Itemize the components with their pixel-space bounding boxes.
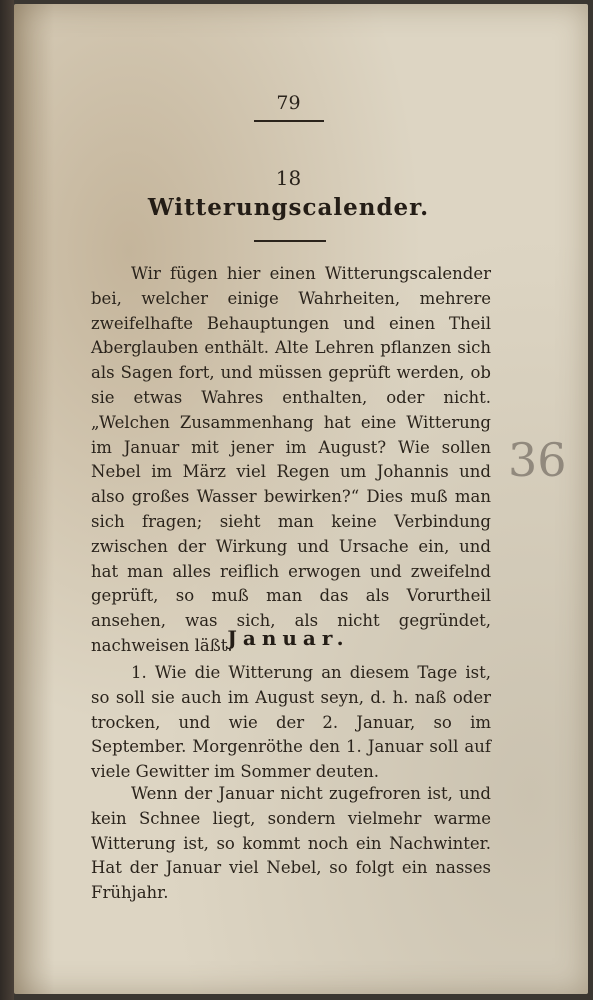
book-page <box>14 4 588 994</box>
chapter-title: Witterungscalender. <box>147 194 430 221</box>
title-rule <box>254 240 326 242</box>
intro-paragraph: Wir fügen hier einen Witterungscalender bei, welcher einige Wahrheiten, mehrere zweifelhafte Behauptungen und einen Theil Aberglauben enthält. Alte Lehren pflanzen sich als Sagen fort, und müssen geprüft werden, ob sie etwas Wahres enthalten, oder nicht. „Welchen Zusammenhang hat eine Witterung im Januar mit jener im August? Wie sollen Nebel im März viel Regen um Johannis und also großes Wasser bewirken?“ Dies muß man sich fragen; sieht man keine Verbindung zwischen der Wirkung und Ursache ein, und hat man alles reiflich erwogen und zweifelnd geprüft, so muß man das als Vorurtheil ansehen, was sich, als nicht gegründet, nachweisen läßt. <box>91 264 491 655</box>
chapter-number: 18 <box>275 166 302 190</box>
header-rule <box>254 120 324 122</box>
page-number: 79 <box>276 92 301 114</box>
book-edge <box>0 0 14 1000</box>
pencil-annotation <box>506 424 567 494</box>
section-heading: Januar. <box>227 626 350 650</box>
paragraph-1: 1. Wie die Witterung an diesem Tage ist, so soll sie auch im August seyn, d. h. naß oder trocken, und wie der 2. Januar, so im September. Morgenröthe den 1. Januar soll auf viele Gewitter im Sommer deuten. <box>91 663 491 782</box>
pencil-note-text: 36 <box>508 433 567 487</box>
paragraph-2: Wenn der Januar nicht zugefroren ist, und kein Schnee liegt, sondern vielmehr warme Witterung ist, so kommt noch ein Nachwinter. Hat der Januar viel Nebel, so folgt ein nasses Frühjahr. <box>91 784 491 903</box>
